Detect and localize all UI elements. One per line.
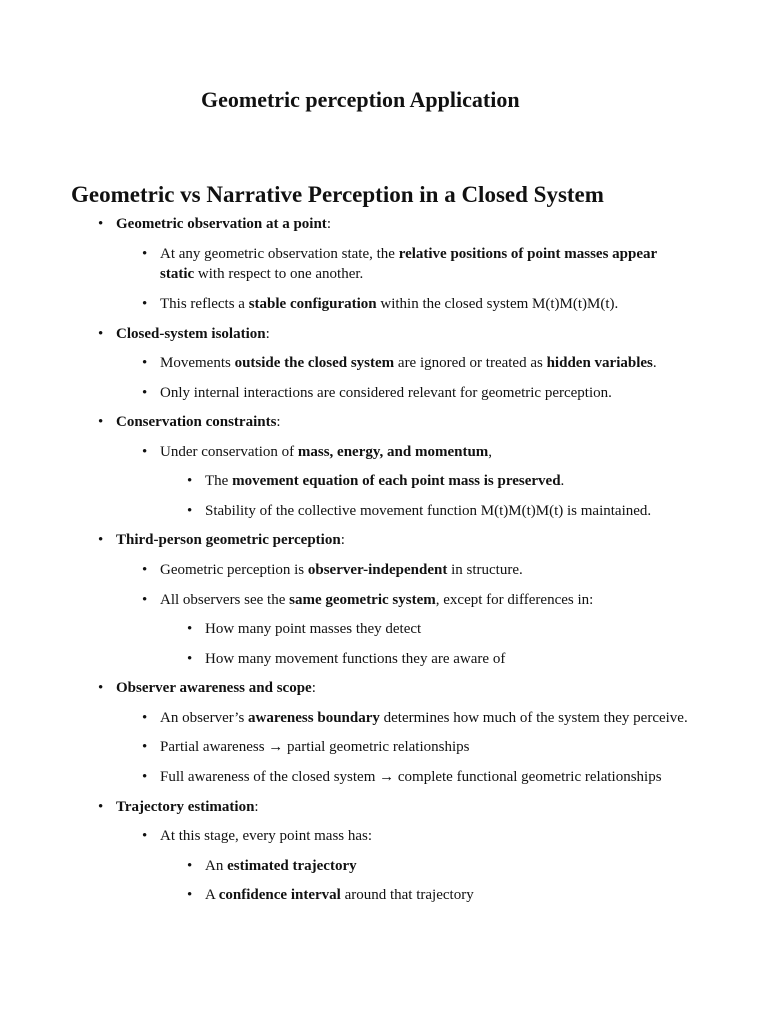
list-item	[98, 530, 345, 550]
list-item	[187, 885, 474, 905]
bold-text: movement equation of each point mass is preserved	[232, 473, 561, 489]
bold-text: Closed-system isolation	[116, 326, 266, 342]
bullet-icon: •	[142, 739, 148, 755]
text-run: How many movement functions they are aware of	[205, 651, 506, 667]
list-item	[98, 324, 270, 344]
bullet-icon: •	[187, 887, 193, 903]
text-run: .	[652, 355, 657, 371]
text-run: An observer’s	[160, 710, 249, 726]
bullet-icon: •	[187, 858, 193, 874]
text-run: :	[326, 216, 331, 232]
bold-text: outside the closed system	[234, 355, 395, 371]
bold-text: Geometric observation at a point	[116, 216, 327, 232]
text-run: determines how much of the system they perceive.	[379, 710, 688, 726]
section-heading: Geometric vs Narrative Perception in a Closed System	[71, 182, 604, 207]
list-item	[187, 649, 506, 669]
text-run: At any geometric observation state, the	[160, 246, 399, 262]
text-run: At this stage, every point mass has:	[160, 828, 373, 844]
bold-text: hidden variables	[546, 355, 653, 371]
bold-text: Conservation constraints	[116, 414, 277, 430]
document-title: Geometric perception Application	[201, 87, 520, 112]
list-item	[142, 590, 594, 610]
list-item	[142, 708, 688, 728]
text-run: :	[276, 414, 281, 430]
list-item	[187, 856, 357, 876]
bold-text: awareness boundary	[248, 710, 380, 726]
text-run: around that trajectory	[340, 887, 474, 903]
bullet-icon: •	[142, 828, 148, 844]
text-run: :	[254, 799, 259, 815]
list-item	[142, 294, 619, 314]
list-item	[98, 797, 259, 817]
list-item	[142, 767, 662, 787]
text-run: with respect to one another.	[194, 266, 364, 282]
list-item	[187, 471, 565, 491]
text-run: are ignored or treated as	[394, 355, 547, 371]
bullet-icon: •	[98, 680, 104, 696]
bullet-icon: •	[142, 296, 148, 312]
bullet-icon: •	[142, 385, 148, 401]
bullet-icon: •	[142, 246, 148, 262]
bullet-icon: •	[142, 592, 148, 608]
text-run: in structure.	[447, 562, 523, 578]
bullet-icon: •	[187, 651, 193, 667]
bold-text: Observer awareness and scope	[116, 680, 312, 696]
bullet-icon: •	[187, 621, 193, 637]
bullet-icon: •	[142, 444, 148, 460]
text-run: Partial awareness → partial geometric relationships	[160, 739, 470, 755]
bold-text: relative positions of point masses appear static	[160, 246, 657, 282]
text-run: How many point masses they detect	[205, 621, 422, 637]
text-run: All observers see the	[160, 592, 290, 608]
bullet-icon: •	[98, 326, 104, 342]
text-run: Stability of the collective movement function M(t)M(t)M(t) is maintained.	[205, 503, 652, 519]
bullet-icon: •	[142, 769, 148, 785]
bold-text: mass, energy, and momentum	[297, 444, 489, 460]
bold-text: estimated trajectory	[227, 858, 357, 874]
text-run: :	[311, 680, 316, 696]
text-run: .	[560, 473, 565, 489]
list-item	[142, 442, 493, 462]
bold-text: observer-independent	[307, 562, 448, 578]
text-run: :	[265, 326, 270, 342]
text-run: within the closed system M(t)M(t)M(t).	[376, 296, 619, 312]
text-run: Geometric perception is	[160, 562, 308, 578]
text-run: Movements	[160, 355, 235, 371]
text-run: Full awareness of the closed system → complete functional geometric relationships	[160, 769, 662, 785]
list-item	[142, 353, 657, 373]
list-item	[142, 383, 612, 403]
list-item	[142, 244, 680, 284]
bold-text: same geometric system	[289, 592, 436, 608]
list-item	[98, 214, 331, 234]
list-item	[187, 619, 422, 639]
text-run: Only internal interactions are considered relevant for geometric perception.	[160, 385, 612, 401]
text-run: ,	[488, 444, 493, 460]
list-item	[98, 678, 316, 698]
text-run: :	[340, 532, 345, 548]
bullet-icon: •	[187, 503, 193, 519]
bold-text: confidence interval	[218, 887, 341, 903]
bold-text: Trajectory estimation	[116, 799, 255, 815]
list-item	[142, 737, 470, 757]
bullet-icon: •	[98, 532, 104, 548]
text-run: The	[205, 473, 233, 489]
bullet-icon: •	[142, 355, 148, 371]
text-run: An	[205, 858, 228, 874]
bullet-icon: •	[142, 710, 148, 726]
list-item	[142, 560, 523, 580]
bullet-icon: •	[187, 473, 193, 489]
text-run: , except for differences in:	[435, 592, 594, 608]
bold-text: Third-person geometric perception	[116, 532, 341, 548]
bullet-icon: •	[98, 414, 104, 430]
list-item	[142, 826, 373, 846]
list-item	[187, 501, 652, 521]
list-item	[98, 412, 281, 432]
text-run: This reflects a	[160, 296, 249, 312]
bold-text: stable configuration	[248, 296, 377, 312]
text-run: A	[205, 887, 219, 903]
text-run: Under conservation of	[160, 444, 298, 460]
bullet-icon: •	[98, 216, 104, 232]
bullet-icon: •	[98, 799, 104, 815]
bullet-icon: •	[142, 562, 148, 578]
